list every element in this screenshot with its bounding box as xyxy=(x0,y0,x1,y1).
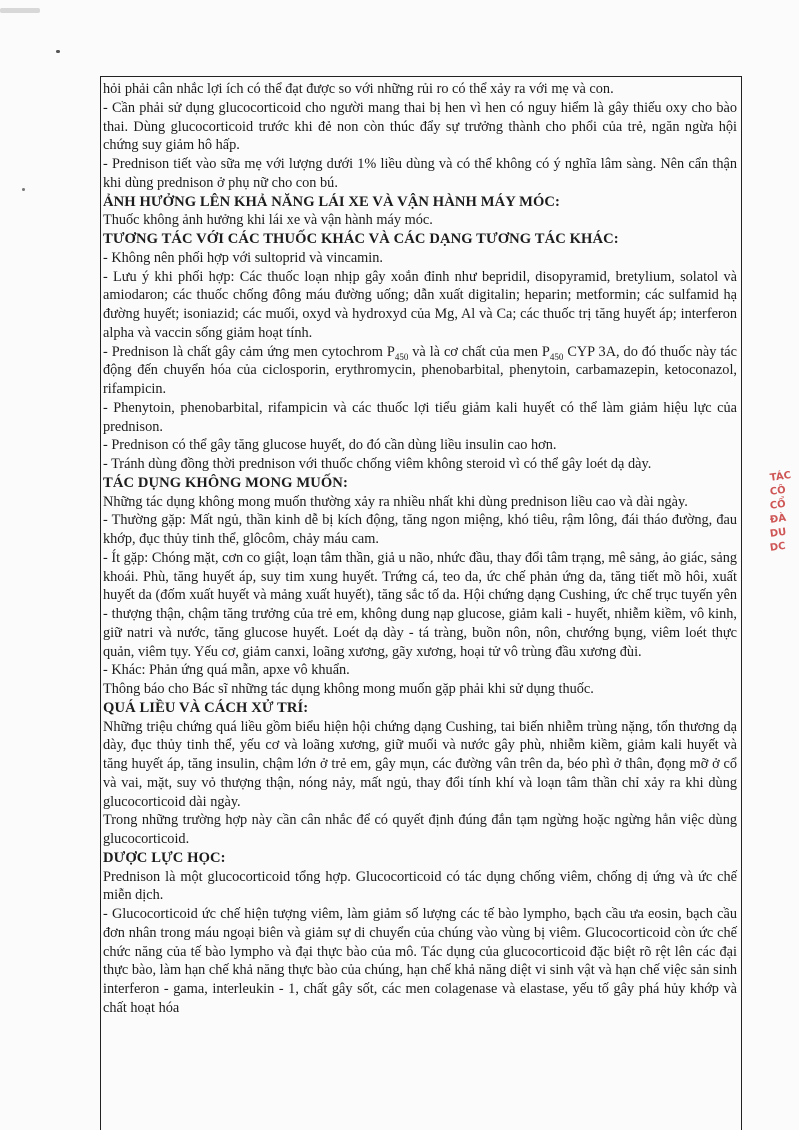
paragraph: - Thường gặp: Mất ngủ, thần kinh dễ bị kích động, tăng ngon miệng, khó tiêu, rậm lông, đái tháo đường, đau khớp, đục thủy tinh thể, glôcôm, chảy máu cam. xyxy=(103,512,737,547)
paragraph: Prednison là một glucocorticoid tổng hợp. Glucocorticoid có tác dụng chống viêm, chống dị ứng và ức chế miễn dịch. xyxy=(103,868,737,904)
document-body xyxy=(103,80,737,1018)
paragraph-segment: CYP 3A, do đó thuốc này tác động đến chuyển hóa của ciclosporin, erythromycin, phenobarbital, phenytoin, carbamazepin, ketoconazol, rifampicin. xyxy=(103,343,737,397)
stamp-text: DC xyxy=(769,540,787,554)
stamp-text: DU xyxy=(769,526,788,540)
paragraph: Thuốc không ảnh hưởng khi lái xe và vận hành máy móc. xyxy=(103,212,433,229)
paragraph: - Phenytoin, phenobarbital, rifampicin và các thuốc lợi tiểu giảm kali huyết có thể làm giảm hiệu lực của prednison. xyxy=(103,399,737,435)
section-heading: TƯƠNG TÁC VỚI CÁC THUỐC KHÁC VÀ CÁC DẠNG TƯƠNG TÁC KHÁC: xyxy=(103,231,619,247)
side-stamp xyxy=(770,470,798,600)
paragraph: Những triệu chứng quá liều gồm biểu hiện hội chứng dạng Cushing, tai biến nhiễm trùng nặng, tổn thương dạ dày, đục thủy tinh thể, yếu cơ và loãng xương, giữ muối và nước gây phù, nhiễm kiềm, giảm kali huyết và tăng huyết áp, tăng insulin, chậm lớn ở trẻ em, gây mụn, các đường vân trên da, béo phì ở thân, đọng mỡ ở cổ và vai, mặt, suy vỏ thượng thận, nóng nảy, mất ngủ, thay đổi tính khí và loạn tâm thần chỉ xảy ra khi dùng glucocorticoid dài ngày. xyxy=(103,718,737,810)
paragraph: Những tác dụng không mong muốn thường xảy ra nhiều nhất khi dùng prednison liều cao và dài ngày. xyxy=(103,493,688,510)
paragraph: Trong những trường hợp này cần cân nhắc để có quyết định đúng đắn tạm ngừng hoặc ngừng hẳn việc dùng glucocorticoid. xyxy=(103,812,737,847)
stamp-text: TÁC xyxy=(769,470,792,484)
paragraph: - Prednison tiết vào sữa mẹ với lượng dưới 1% liều dùng và có thể không có ý nghĩa lâm sàng. Nên cẩn thận khi dùng prednison ở phụ nữ cho con bú. xyxy=(103,156,737,191)
section-heading: DƯỢC LỰC HỌC: xyxy=(103,849,226,866)
paragraph: - Khác: Phản ứng quá mẫn, apxe vô khuẩn. xyxy=(103,662,350,679)
paragraph xyxy=(103,343,737,399)
stamp-text: CÔ xyxy=(769,484,787,498)
paragraph: - Tránh dùng đồng thời prednison với thuốc chống viêm không steroid vì có thể gây loét dạ dày. xyxy=(103,456,652,472)
paragraph-segment: và là cơ chất của men P xyxy=(408,343,550,360)
stamp-text: CỔ xyxy=(769,498,787,512)
stamp-text: ĐÀ xyxy=(769,512,787,526)
paragraph: - Glucocorticoid ức chế hiện tượng viêm, làm giảm số lượng các tế bào lympho, bạch cầu ưa eosin, bạch cầu đơn nhân trong máu ngoại biên và giảm sự di chuyển của chúng vào vùng bị viêm. Glucocorticoid còn ức chế chức năng của tế bào lympho và đại thực bào của mô. Tác dụng của glucocorticoid đặc biệt rõ rệt lên các đại thực bào, làm hạn chế khả năng thực bào của chúng, hạn chế khả năng diệt vi sinh vật và hạn chế việc sản sinh interferon - gama, interleukin - 1, chất gây sốt, các men colagenase và elastase, yếu tố gây phá hủy khớp và chất hoạt hóa xyxy=(103,906,737,1016)
paragraph: hỏi phải cân nhắc lợi ích có thể đạt được so với những rủi ro có thể xảy ra với mẹ và con. xyxy=(103,81,614,97)
subscript: 450 xyxy=(549,351,564,362)
subscript: 450 xyxy=(394,351,409,362)
paragraph: - Cần phải sử dụng glucocorticoid cho người mang thai bị hen vì hen có nguy hiểm là gây thiếu oxy cho bào thai. Dùng glucocorticoid trước khi đẻ non còn thúc đẩy sự trưởng thành cho phổi của trẻ, ngăn ngừa hội chứng suy giảm hô hấp. xyxy=(103,99,737,154)
section-heading: ẢNH HƯỞNG LÊN KHẢ NĂNG LÁI XE VÀ VẬN HÀNH MÁY MÓC: xyxy=(103,193,560,210)
paragraph-segment: - Prednison là chất gây cảm ứng men cytochrom P xyxy=(103,343,395,360)
paragraph: - Prednison có thể gây tăng glucose huyết, do đó cần dùng liều insulin cao hơn. xyxy=(103,437,557,454)
section-heading: TÁC DỤNG KHÔNG MONG MUỐN: xyxy=(103,474,348,491)
scan-mark-dot xyxy=(56,50,60,53)
paragraph: - Không nên phối hợp với sultoprid và vincamin. xyxy=(103,249,383,266)
paragraph: - Ít gặp: Chóng mặt, cơn co giật, loạn tâm thần, giả u não, nhức đầu, thay đổi tâm trạng, mê sảng, ảo giác, sảng khoái. Phù, tăng huyết áp, suy tim xung huyết. Trứng cá, teo da, ức chế phản ứng da, tăng tiết mồ hôi, xuất huyết da (đốm xuất huyết và mảng xuất huyết), tăng sắc tố da. Hội chứng dạng Cushing, ức chế trục tuyến yên - thượng thận, chậm tăng trưởng của trẻ em, không dung nạp glucose, giảm kali - huyết, nhiễm kiềm, vô kinh, giữ natri và nước, tăng glucose huyết. Loét dạ dày - tá tràng, buồn nôn, nôn, chướng bụng, viêm loét thực quản, viêm tụy. Yếu cơ, giảm canxi, loãng xương, gãy xương, hoại tử vô trùng đầu xương đùi. xyxy=(103,549,737,660)
paragraph: Thông báo cho Bác sĩ những tác dụng không mong muốn gặp phải khi sử dụng thuốc. xyxy=(103,681,594,697)
scan-mark-top-left xyxy=(0,8,40,13)
paragraph: - Lưu ý khi phối hợp: Các thuốc loạn nhịp gây xoắn đỉnh như bepridil, disopyramid, bretylium, solatol và amiodaron; các thuốc chống đông máu đường uống; dẫn xuất digitalin; heparin; metformin; các sulfamid hạ đường huyết; isoniazid; các muối, oxyd và hydroxyd của Mg, Al và Ca; các thuốc trị tăng huyết áp; interferon alpha và vaccin sống giảm hoạt tính. xyxy=(103,268,737,341)
section-heading: QUÁ LIỀU VÀ CÁCH XỬ TRÍ: xyxy=(103,699,309,716)
scan-mark-dot-left xyxy=(22,188,25,191)
